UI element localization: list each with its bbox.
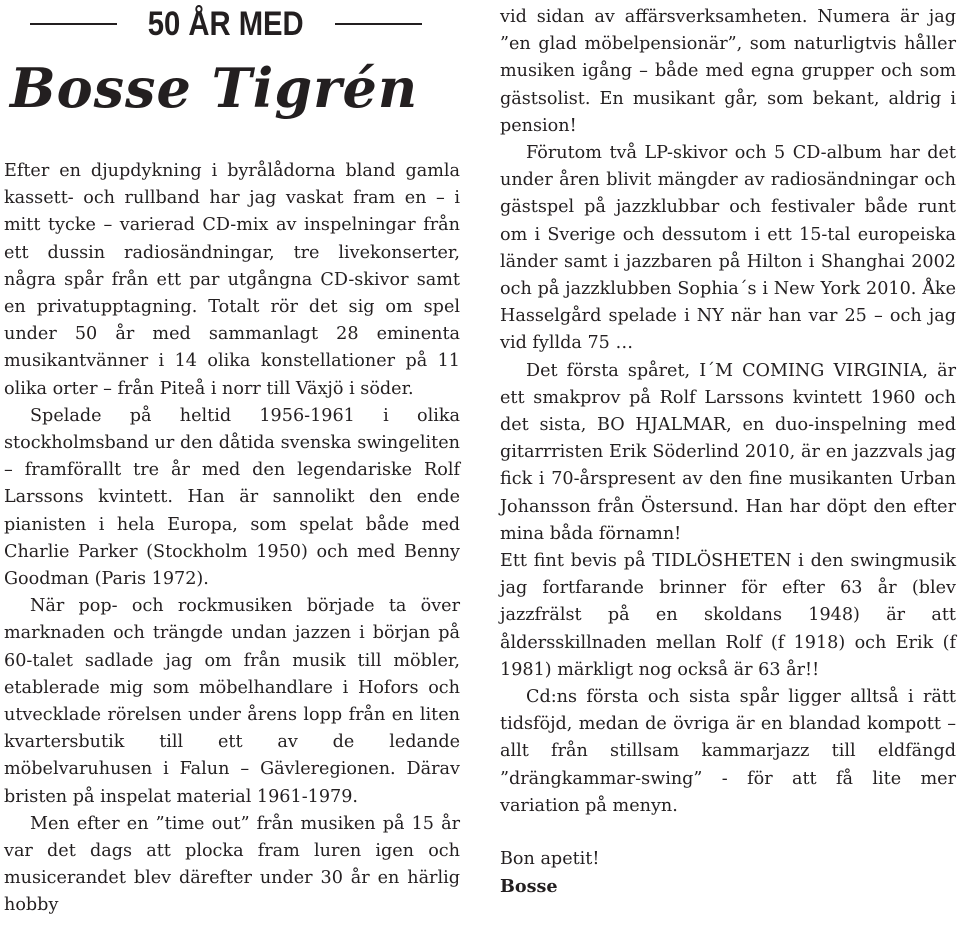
kicker-rule-left xyxy=(30,23,117,25)
left-column xyxy=(4,0,460,920)
signature: Bosse xyxy=(500,876,558,898)
body-right xyxy=(500,4,956,820)
paragraph: Ett fint bevis på TIDLÖSHETEN i den swingmusik jag fortfarande brinner för efter 63 år (blev jazzfrälst på en skoldans 1948) är att åldersskillnaden mellan Rolf (f 1918) och Erik (f 1981) märkligt nog också är 63 år!! xyxy=(500,551,956,680)
paragraph: Efter en djupdykning i byrålådorna bland gamla kassett- och rullband har jag vaskat fram en – i mitt tycke – varierad CD-mix av inspelningar från ett dussin radiosändningar, tre livekonserter, några spår från ett par utgångna CD-skivor samt en privatupptagning. Totalt rör det sig om spel under 50 år med sammanlagt 28 eminenta musikantvänner i 14 olika konstellationer på 11 olika orter – från Piteå i norr till Växjö i söder. xyxy=(4,161,460,399)
paragraph: Spelade på heltid 1956-1961 i olika stockholmsband ur den dåtida svenska swingeliten – framförallt tre år med den legendariske Rolf Larssons kvintett. Han är sannolikt den ende pianisten i hela Europa, som spelat både med Charlie Parker (Stockholm 1950) och med Benny Goodman (Paris 1972). xyxy=(4,405,460,590)
paragraph: När pop- och rockmusiken började ta över marknaden och trängde undan jazzen i början på 60-talet sadlade jag om från musik till möbler, etablerade mig som möbelhandlare i Hofors och utvecklade rörelsen under årens lopp från en liten kvartersbutik till ett av de ledande möbelvaruhusen i Falun – Gävleregionen. Därav bristen på inspelat material 1961-1979. xyxy=(4,596,460,807)
paragraph: Förutom två LP-skivor och 5 CD-album har det under åren blivit mängder av radiosändningar och gästspel på jazzklubbar och festivaler både runt om i Sverige och dessutom i ett 15-tal europeiska länder samt i jazzbaren på Hilton i Shanghai 2002 och på jazzklubben Sophia´s i New York 2010. Åke Hasselgård spelade i NY när han var 25 – och jag vid fyllda 75 … xyxy=(500,143,956,354)
paragraph: Cd:ns första och sista spår ligger alltså i rätt tidsföjd, medan de övriga är en blandad kompott – allt från stillsam kammarjazz till eldfängd ”drängkammar-swing” - för att få lite mer variation på menyn. xyxy=(500,687,956,816)
headline: Bosse Tigrén xyxy=(10,56,419,120)
paragraph: Det första spåret, I´M COMING VIRGINIA, är ett smakprov på Rolf Larssons kvintett 1960 och det sista, BO HJALMAR, en duo-inspelning med gitarrristen Erik Söderlind 2010, är en jazzvals jag fick i 70-årspresent av den fine musikanten Urban Johansson från Östersund. Han har döpt den efter mina båda förnamn! xyxy=(500,360,956,544)
body-left xyxy=(4,158,460,920)
closing: Bon apetit! xyxy=(500,849,600,870)
kicker xyxy=(4,2,460,46)
paragraph: Men efter en ”time out” från musiken på 15 år var det dags att plocka fram luren igen och musicerandet blev därefter under 30 år en härlig hobby xyxy=(4,813,460,916)
spacer xyxy=(500,820,956,846)
kicker-rule-right xyxy=(335,23,422,25)
right-column xyxy=(500,0,956,901)
paragraph: vid sidan av affärsverksamheten. Numera är jag ”en glad möbelpensionär”, som naturligtvis håller musiken igång – både med egna grupper och som gästsolist. En musikant går, som bekant, aldrig i pension! xyxy=(500,7,956,136)
kicker-text: 50 ÅR MED xyxy=(148,4,304,43)
